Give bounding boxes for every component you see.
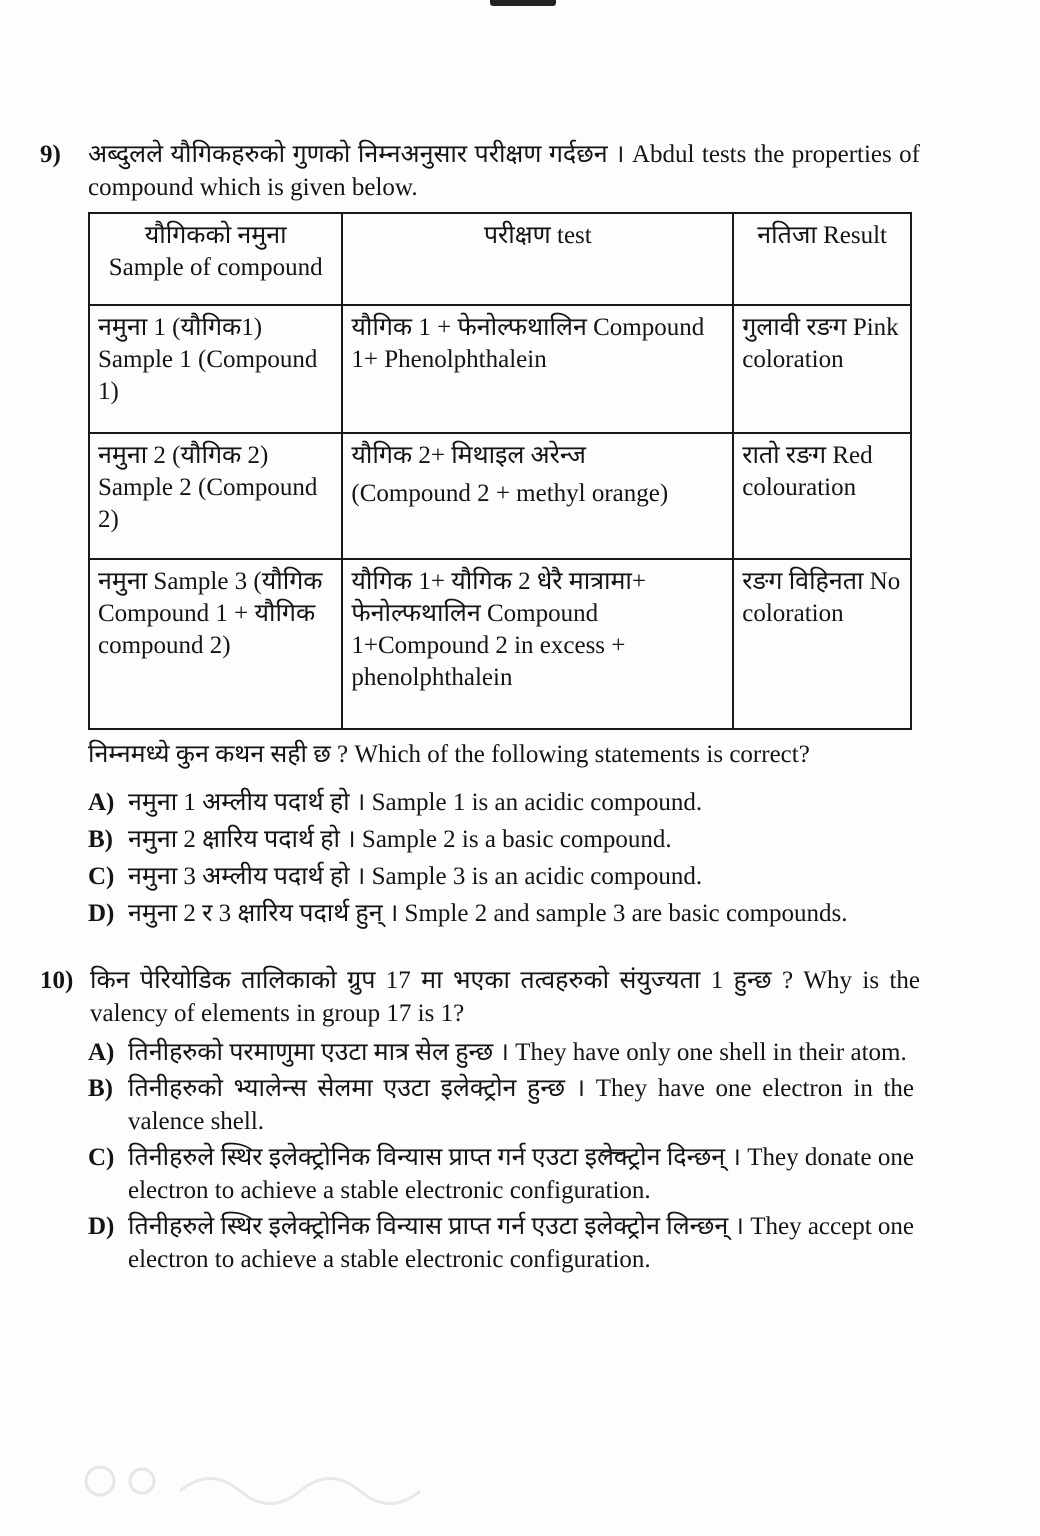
option-text: नमुना 2 क्षारिय पदार्थ हो । Sample 2 is a basic compound. xyxy=(128,826,672,853)
option-b[interactable] xyxy=(88,823,914,856)
question-number: 9) xyxy=(40,141,61,168)
question-prompt: निम्नमध्ये कुन कथन सही छ ? Which of the following statements is correct? xyxy=(88,741,810,768)
option-d[interactable] xyxy=(88,897,914,930)
table-row xyxy=(89,305,911,433)
option-a[interactable] xyxy=(88,1036,914,1069)
table-row xyxy=(89,433,911,559)
question-10 xyxy=(40,964,920,1030)
scan-top-mark xyxy=(490,0,556,6)
option-b[interactable] xyxy=(88,1072,914,1138)
option-c[interactable] xyxy=(88,1141,914,1207)
cell-test: यौगिक 1 + फेनोल्फथालिन Compound 1+ Phenolphthalein xyxy=(342,305,733,433)
header-sample xyxy=(89,213,342,305)
test-results-table xyxy=(88,212,912,730)
faded-watermark xyxy=(70,1456,550,1506)
option-text: नमुना 1 अम्लीय पदार्थ हो । Sample 1 is an acidic compound. xyxy=(128,789,703,816)
cell-test-en: (Compound 2 + methyl orange) xyxy=(351,480,669,507)
option-c[interactable] xyxy=(88,860,914,893)
cell-test xyxy=(342,433,733,559)
cell-sample: नमुना 2 (यौगिक 2) Sample 2 (Compound 2) xyxy=(89,433,342,559)
cell-test-ne: यौगिक 2+ मिथाइल अरेन्ज xyxy=(351,442,586,469)
option-label: A) xyxy=(88,789,115,816)
cell-sample: नमुना Sample 3 (यौगिक Compound 1 + यौगिक compound 2) xyxy=(89,559,342,729)
option-label: B) xyxy=(88,826,113,853)
question-number: 10) xyxy=(40,967,74,994)
header-sample-ne: यौगिकको नमुना xyxy=(144,222,287,249)
question-text: अब्दुलले यौगिकहरुको गुणको निम्नअनुसार परीक्षण गर्दछन । Abdul tests the properties of compound which is given below. xyxy=(88,141,920,201)
option-label: D) xyxy=(88,1213,115,1240)
cell-sample: नमुना 1 (यौगिक1) Sample 1 (Compound 1) xyxy=(89,305,342,433)
question-9 xyxy=(40,138,920,204)
option-label: B) xyxy=(88,1075,113,1102)
header-sample-en: Sample of compound xyxy=(108,254,323,281)
option-label: C) xyxy=(88,1144,115,1171)
option-text: तिनीहरुले स्थिर इलेक्ट्रोनिक विन्यास प्राप्त गर्न एउटा इलेक्ट्रोन लिन्छन् । They accept one electron to achieve a stable electronic configuration. xyxy=(128,1213,914,1273)
option-label: C) xyxy=(88,863,115,890)
q10-options xyxy=(88,1036,914,1279)
option-text: नमुना 3 अम्लीय पदार्थ हो । Sample 3 is an acidic compound. xyxy=(128,863,703,890)
cell-result: गुलावी रङग Pink coloration xyxy=(733,305,911,433)
cell-result: रङग विहिनता No coloration xyxy=(733,559,911,729)
q9-options xyxy=(88,786,914,934)
option-label: A) xyxy=(88,1039,115,1066)
option-d[interactable] xyxy=(88,1210,914,1276)
header-test: परीक्षण test xyxy=(342,213,733,305)
table-header-row xyxy=(89,213,911,305)
option-text: तिनीहरुले स्थिर इलेक्ट्रोनिक विन्यास प्राप्त गर्न एउटा इलेक्ट्रोन दिन्छन् । They donate one electron to achieve a stable electronic configuration. xyxy=(128,1144,914,1204)
header-result: नतिजा Result xyxy=(733,213,911,305)
cell-test: यौगिक 1+ यौगिक 2 धेरै मात्रामा+ फेनोल्फथालिन Compound 1+Compound 2 in excess + phenolphthalein xyxy=(342,559,733,729)
option-text: तिनीहरुको परमाणुमा एउटा मात्र सेल हुन्छ । They have only one shell in their atom. xyxy=(128,1039,907,1066)
option-a[interactable] xyxy=(88,786,914,819)
cell-result: रातो रङग Red colouration xyxy=(733,433,911,559)
option-text: तिनीहरुको भ्यालेन्स सेलमा एउटा इलेक्ट्रोन हुन्छ । They have one electron in the valence shell. xyxy=(128,1075,914,1135)
table-row xyxy=(89,559,911,729)
option-text: नमुना 2 र 3 क्षारिय पदार्थ हुन् । Smple 2 and sample 3 are basic compounds. xyxy=(128,900,848,927)
pen-tick-mark xyxy=(598,1148,628,1158)
option-label: D) xyxy=(88,900,115,927)
question-text: किन पेरियोडिक तालिकाको ग्रुप 17 मा भएका तत्वहरुको संयुज्यता 1 हुन्छ ? Why is the valency of elements in group 17 is 1? xyxy=(90,967,920,1027)
